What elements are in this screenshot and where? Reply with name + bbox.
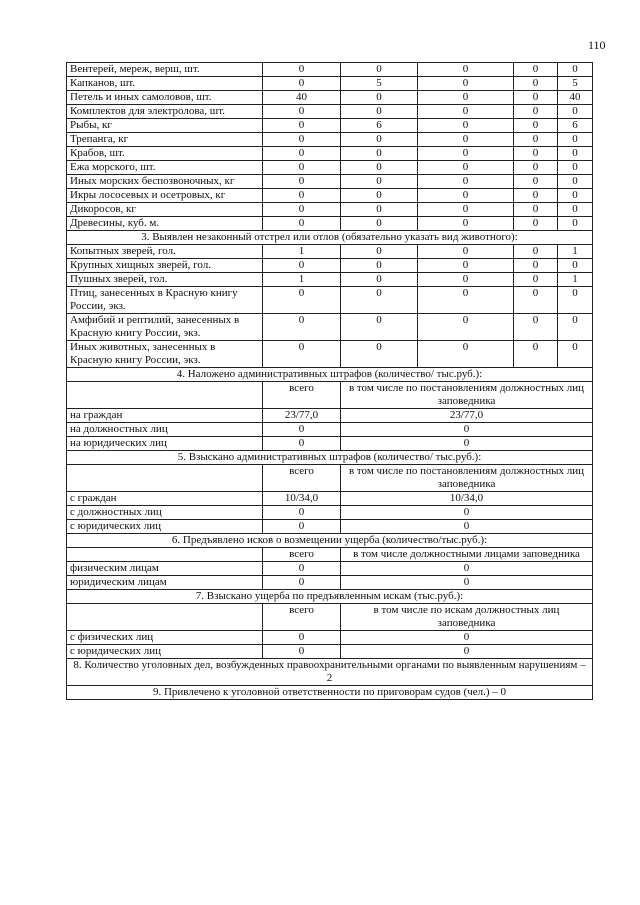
table-row bbox=[67, 562, 593, 576]
row-value: 0 bbox=[558, 341, 593, 368]
row-value: 0 bbox=[418, 217, 514, 231]
col-header-sub: в том числе должностными лицами заповедника bbox=[341, 548, 593, 562]
section-row bbox=[67, 534, 593, 548]
table-row bbox=[67, 259, 593, 273]
row-value: 0 bbox=[418, 105, 514, 119]
row-value: 0 bbox=[341, 189, 418, 203]
row-value: 0 bbox=[558, 147, 593, 161]
row-value-all: 0 bbox=[263, 562, 341, 576]
table-row bbox=[67, 437, 593, 451]
row-label: с юридических лиц bbox=[67, 520, 263, 534]
row-value: 0 bbox=[418, 341, 514, 368]
row-label: Комплектов для электролова, шт. bbox=[67, 105, 263, 119]
row-value: 0 bbox=[558, 161, 593, 175]
row-value: 1 bbox=[263, 273, 341, 287]
col-header-sub: в том числе по постановлениям должностных лиц заповедника bbox=[341, 382, 593, 409]
section-header-row bbox=[67, 604, 593, 631]
row-value: 0 bbox=[341, 147, 418, 161]
row-value: 0 bbox=[558, 105, 593, 119]
table-row bbox=[67, 105, 593, 119]
row-value: 0 bbox=[341, 245, 418, 259]
table-row bbox=[67, 423, 593, 437]
table-row bbox=[67, 287, 593, 314]
row-value: 0 bbox=[263, 203, 341, 217]
row-label: Вентерей, мереж, верш, шт. bbox=[67, 63, 263, 77]
row-value: 5 bbox=[341, 77, 418, 91]
col-header-sub: в том числе по искам должностных лиц заповедника bbox=[341, 604, 593, 631]
row-value: 0 bbox=[263, 133, 341, 147]
row-value: 0 bbox=[558, 133, 593, 147]
table-row bbox=[67, 645, 593, 659]
row-label: Пушных зверей, гол. bbox=[67, 273, 263, 287]
table-row bbox=[67, 119, 593, 133]
row-value: 0 bbox=[418, 119, 514, 133]
section-4-title: 4. Наложено административных штрафов (количество/ тыс.руб.): bbox=[67, 368, 593, 382]
row-value: 6 bbox=[341, 119, 418, 133]
table-row bbox=[67, 341, 593, 368]
row-label: Птиц, занесенных в Красную книгу России, экз. bbox=[67, 287, 263, 314]
row-value: 0 bbox=[263, 77, 341, 91]
row-value: 0 bbox=[341, 273, 418, 287]
table-row bbox=[67, 409, 593, 423]
row-value: 0 bbox=[514, 203, 558, 217]
row-value: 0 bbox=[341, 175, 418, 189]
row-value: 40 bbox=[263, 91, 341, 105]
table-row bbox=[67, 91, 593, 105]
section-header-row bbox=[67, 382, 593, 409]
row-value: 0 bbox=[263, 189, 341, 203]
table-row bbox=[67, 175, 593, 189]
section-header-row bbox=[67, 548, 593, 562]
row-value-sub: 0 bbox=[341, 437, 593, 451]
row-value-all: 0 bbox=[263, 437, 341, 451]
row-value: 0 bbox=[341, 91, 418, 105]
row-value: 0 bbox=[514, 91, 558, 105]
section-row bbox=[67, 590, 593, 604]
row-value: 0 bbox=[558, 259, 593, 273]
row-value: 0 bbox=[418, 175, 514, 189]
section-6-title: 6. Предъявлено исков о возмещении ущерба (количество/тыс.руб.): bbox=[67, 534, 593, 548]
row-value: 0 bbox=[514, 287, 558, 314]
row-value: 0 bbox=[263, 175, 341, 189]
row-value: 1 bbox=[558, 273, 593, 287]
row-value: 0 bbox=[418, 203, 514, 217]
row-value: 0 bbox=[514, 314, 558, 341]
empty-cell bbox=[67, 604, 263, 631]
section-9-title: 9. Привлечено к уголовной ответственности по приговорам судов (чел.) – 0 bbox=[67, 686, 593, 700]
row-value-all: 0 bbox=[263, 520, 341, 534]
row-value-all: 0 bbox=[263, 645, 341, 659]
row-value-sub: 0 bbox=[341, 576, 593, 590]
section-row bbox=[67, 686, 593, 700]
row-value: 5 bbox=[558, 77, 593, 91]
empty-cell bbox=[67, 382, 263, 409]
row-value: 0 bbox=[341, 105, 418, 119]
row-value: 0 bbox=[263, 63, 341, 77]
row-value-sub: 23/77,0 bbox=[341, 409, 593, 423]
row-label: Трепанга, кг bbox=[67, 133, 263, 147]
table-row bbox=[67, 314, 593, 341]
row-label: с должностных лиц bbox=[67, 506, 263, 520]
row-value: 0 bbox=[263, 287, 341, 314]
row-value: 0 bbox=[341, 287, 418, 314]
row-value-sub: 0 bbox=[341, 520, 593, 534]
row-value: 0 bbox=[418, 273, 514, 287]
col-header-sub: в том числе по постановлениям должностных лиц заповедника bbox=[341, 465, 593, 492]
report-table bbox=[66, 62, 593, 700]
table-row bbox=[67, 245, 593, 259]
row-value-all: 0 bbox=[263, 423, 341, 437]
row-value: 0 bbox=[418, 287, 514, 314]
row-value: 0 bbox=[558, 175, 593, 189]
row-label: Икры лососевых и осетровых, кг bbox=[67, 189, 263, 203]
row-value: 40 bbox=[558, 91, 593, 105]
col-header-all: всего bbox=[263, 548, 341, 562]
row-value: 0 bbox=[263, 105, 341, 119]
section-5-title: 5. Взыскано административных штрафов (количество/ тыс.руб.): bbox=[67, 451, 593, 465]
row-value: 0 bbox=[263, 119, 341, 133]
row-value: 0 bbox=[514, 161, 558, 175]
row-value: 0 bbox=[514, 259, 558, 273]
row-value: 0 bbox=[418, 245, 514, 259]
row-value: 0 bbox=[418, 63, 514, 77]
row-label: Рыбы, кг bbox=[67, 119, 263, 133]
row-value: 0 bbox=[341, 217, 418, 231]
row-value: 0 bbox=[558, 189, 593, 203]
row-value: 0 bbox=[418, 161, 514, 175]
row-label: на юридических лиц bbox=[67, 437, 263, 451]
row-label: Иных животных, занесенных в Красную книгу России, экз. bbox=[67, 341, 263, 368]
row-value: 0 bbox=[514, 245, 558, 259]
row-value: 0 bbox=[418, 259, 514, 273]
row-value: 0 bbox=[514, 77, 558, 91]
table-row bbox=[67, 520, 593, 534]
row-value: 0 bbox=[418, 133, 514, 147]
row-value: 0 bbox=[558, 217, 593, 231]
row-value-sub: 0 bbox=[341, 423, 593, 437]
row-label: Петель и иных самоловов, шт. bbox=[67, 91, 263, 105]
row-value: 0 bbox=[341, 133, 418, 147]
row-value: 1 bbox=[558, 245, 593, 259]
row-value: 0 bbox=[514, 341, 558, 368]
row-label: с физических лиц bbox=[67, 631, 263, 645]
row-value: 0 bbox=[418, 189, 514, 203]
table-row bbox=[67, 203, 593, 217]
row-label: с юридических лиц bbox=[67, 645, 263, 659]
table-row bbox=[67, 492, 593, 506]
table-row bbox=[67, 189, 593, 203]
table-row bbox=[67, 147, 593, 161]
section-header-row bbox=[67, 465, 593, 492]
table-row bbox=[67, 133, 593, 147]
row-value: 0 bbox=[341, 314, 418, 341]
row-value-all: 10/34,0 bbox=[263, 492, 341, 506]
table-row bbox=[67, 273, 593, 287]
row-value: 6 bbox=[558, 119, 593, 133]
row-value: 0 bbox=[263, 161, 341, 175]
row-label: Копытных зверей, гол. bbox=[67, 245, 263, 259]
table-row bbox=[67, 631, 593, 645]
row-label: Дикоросов, кг bbox=[67, 203, 263, 217]
row-value: 0 bbox=[263, 217, 341, 231]
table-row bbox=[67, 506, 593, 520]
row-value: 0 bbox=[514, 273, 558, 287]
row-value: 0 bbox=[514, 175, 558, 189]
row-label: на должностных лиц bbox=[67, 423, 263, 437]
row-value: 0 bbox=[514, 217, 558, 231]
table-row bbox=[67, 63, 593, 77]
row-value: 0 bbox=[418, 147, 514, 161]
row-value: 0 bbox=[341, 63, 418, 77]
row-value-sub: 0 bbox=[341, 562, 593, 576]
section-row bbox=[67, 451, 593, 465]
row-label: Древесины, куб. м. bbox=[67, 217, 263, 231]
row-label: Капканов, шт. bbox=[67, 77, 263, 91]
row-value: 0 bbox=[514, 133, 558, 147]
row-label: на граждан bbox=[67, 409, 263, 423]
row-value: 0 bbox=[558, 287, 593, 314]
table-row bbox=[67, 161, 593, 175]
row-value: 0 bbox=[514, 63, 558, 77]
row-label: Иных морских беспозвоночных, кг bbox=[67, 175, 263, 189]
section-8-title: 8. Количество уголовных дел, возбужденных правоохранительными органами по выявленным нарушениям – 2 bbox=[67, 659, 593, 686]
row-label: физическим лицам bbox=[67, 562, 263, 576]
row-value: 0 bbox=[263, 259, 341, 273]
row-label: Крупных хищных зверей, гол. bbox=[67, 259, 263, 273]
row-value-sub: 0 bbox=[341, 506, 593, 520]
row-value: 0 bbox=[514, 119, 558, 133]
empty-cell bbox=[67, 465, 263, 492]
row-value: 0 bbox=[341, 341, 418, 368]
row-value: 0 bbox=[263, 147, 341, 161]
row-label: Крабов, шт. bbox=[67, 147, 263, 161]
row-value: 0 bbox=[418, 314, 514, 341]
table-row bbox=[67, 77, 593, 91]
table-row bbox=[67, 217, 593, 231]
section-7-title: 7. Взыскано ущерба по предъявленным искам (тыс.руб.): bbox=[67, 590, 593, 604]
section-3-title: 3. Выявлен незаконный отстрел или отлов (обязательно указать вид животного): bbox=[67, 231, 593, 245]
row-value: 0 bbox=[558, 63, 593, 77]
row-value: 0 bbox=[514, 147, 558, 161]
row-value: 0 bbox=[263, 341, 341, 368]
row-value: 0 bbox=[341, 259, 418, 273]
row-value-sub: 0 bbox=[341, 645, 593, 659]
table-row bbox=[67, 576, 593, 590]
row-value: 0 bbox=[418, 91, 514, 105]
col-header-all: всего bbox=[263, 604, 341, 631]
row-value-all: 23/77,0 bbox=[263, 409, 341, 423]
row-value: 1 bbox=[263, 245, 341, 259]
page-number: 110 bbox=[588, 38, 606, 52]
row-value-all: 0 bbox=[263, 631, 341, 645]
col-header-all: всего bbox=[263, 465, 341, 492]
empty-cell bbox=[67, 548, 263, 562]
section-row bbox=[67, 659, 593, 686]
row-value: 0 bbox=[341, 161, 418, 175]
row-value-sub: 0 bbox=[341, 631, 593, 645]
row-label: юридическим лицам bbox=[67, 576, 263, 590]
row-value: 0 bbox=[558, 314, 593, 341]
col-header-all: всего bbox=[263, 382, 341, 409]
row-value: 0 bbox=[514, 189, 558, 203]
row-value-sub: 10/34,0 bbox=[341, 492, 593, 506]
row-value: 0 bbox=[514, 105, 558, 119]
row-value: 0 bbox=[341, 203, 418, 217]
row-label: с граждан bbox=[67, 492, 263, 506]
row-value: 0 bbox=[263, 314, 341, 341]
row-value: 0 bbox=[418, 77, 514, 91]
row-value-all: 0 bbox=[263, 576, 341, 590]
row-value: 0 bbox=[558, 203, 593, 217]
row-label: Ежа морского, шт. bbox=[67, 161, 263, 175]
row-label: Амфибий и рептилий, занесенных в Красную книгу России, экз. bbox=[67, 314, 263, 341]
row-value-all: 0 bbox=[263, 506, 341, 520]
section-row bbox=[67, 368, 593, 382]
